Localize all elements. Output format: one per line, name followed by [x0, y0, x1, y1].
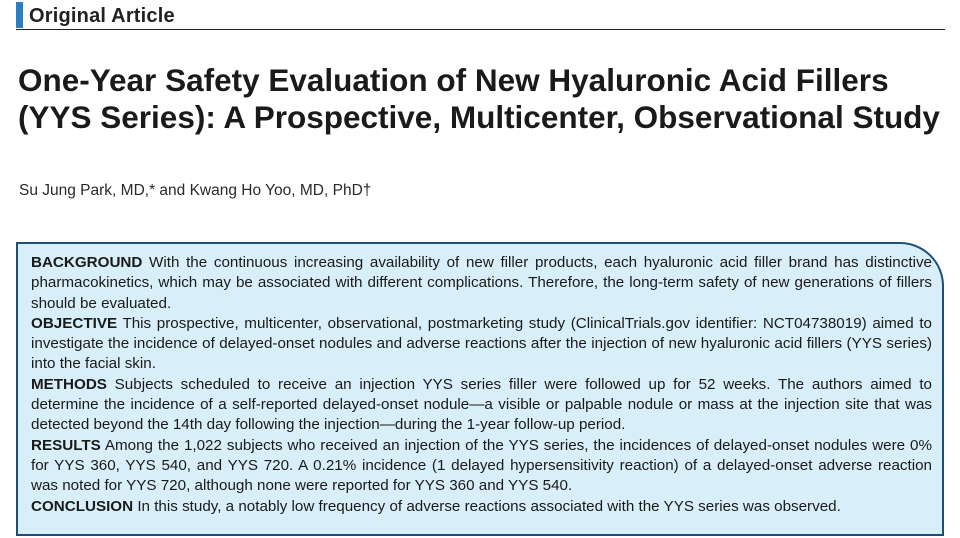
- abstract-conclusion-label: CONCLUSION: [31, 497, 134, 515]
- section-accent-bar: [16, 2, 23, 28]
- abstract-results: [31, 436, 932, 497]
- section-label: Original Article: [29, 5, 175, 27]
- abstract-conclusion: [31, 497, 932, 517]
- abstract-objective-text: This prospective, multicenter, observational, postmarketing study (ClinicalTrials.gov identifier: NCT04738019) aimed to investigate the incidence of delayed-onset nodules and adverse reactions after the injection of new hyaluronic acid fillers (YYS series) into the facial skin.: [31, 314, 932, 373]
- abstract-methods-label: METHODS: [31, 375, 107, 393]
- abstract-results-label: RESULTS: [31, 436, 101, 454]
- abstract-box: [16, 242, 944, 536]
- abstract-background-text: With the continuous increasing availability of new filler products, each hyaluronic acid filler brand has distinctive pharmacokinetics, which may be associated with different complications. Therefore, the long-term safety of new generations of fillers should be evaluated.: [31, 254, 932, 312]
- abstract-results-text: Among the 1,022 subjects who received an injection of the YYS series, the incidences of delayed-onset nodules were 0% for YYS 360, YYS 540, and YYS 720. A 0.21% incidence (1 delayed hypersensitivity reaction) of a delayed-onset adverse reaction was noted for YYS 720, although none were reported for YYS 360 and YYS 540.: [31, 436, 932, 495]
- article-title: One-Year Safety Evaluation of New Hyaluronic Acid Fillers (YYS Series): A Prospective, Multicenter, Observational Study: [18, 62, 940, 135]
- abstract-background-label: BACKGROUND: [31, 254, 143, 271]
- abstract-methods-text: Subjects scheduled to receive an injection YYS series filler were followed up for 52 weeks. The authors aimed to determine the incidence of a self-reported delayed-onset nodule—a visible or palpable nodule or mass at the injection site that was detected beyond the 14th day following the injection—during the 1-year follow-up period.: [31, 375, 932, 434]
- author-list: Su Jung Park, MD,* and Kwang Ho Yoo, MD, PhD†: [19, 182, 372, 199]
- abstract-objective-label: OBJECTIVE: [31, 314, 118, 332]
- section-header: [16, 2, 945, 30]
- abstract-background: [31, 253, 932, 314]
- abstract-methods: [31, 375, 932, 436]
- abstract-conclusion-text: In this study, a notably low frequency of adverse reactions associated with the YYS series was observed.: [137, 497, 841, 515]
- abstract-objective: [31, 314, 932, 375]
